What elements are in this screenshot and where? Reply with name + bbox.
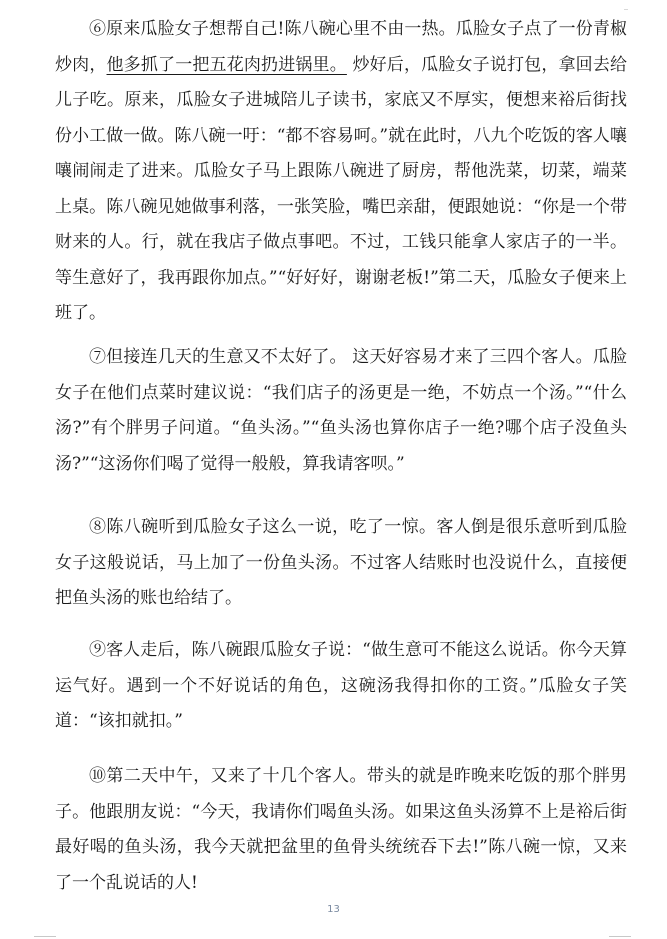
paragraph-6 bbox=[55, 12, 627, 332]
corner-crop-mark-top-right bbox=[624, 9, 628, 10]
paragraph-6-text-after: 炒好后，瓜脸女子说打包，拿回去给儿子吃。原来，瓜脸女子进城陪儿子读书，家底又不厚实，便想来裕后街找份小工做一做。陈八碗一吁：“都不容易呵。”就在此时，八九个吃饭的客人嚷嚷闹闹走了进来。瓜脸女子马上跟陈八碗进了厨房，帮他洗菜，切菜，端菜上桌。陈八碗见她做事利落，一张笑脸，嘴巴亲甜，便跟她说：“你是一个带财来的人。行，就在我店子做点事吧。不过，工钱只能拿人家店子的一半。等生意好了，我再跟你加点。”“好好好，谢谢老板!”第二天，瓜脸女子便来上班了。 bbox=[55, 54, 628, 323]
corner-crop-mark-bottom-right bbox=[609, 936, 631, 937]
paragraph-6-text-before: ⑥原来瓜脸女子想帮自己!陈八碗心里不由一热。瓜脸女子点了一份青椒炒肉， bbox=[55, 19, 627, 75]
paragraph-6-underlined-sentence: 他多抓了一把五花肉扔进锅里。 bbox=[106, 54, 347, 75]
paragraph-9: ⑨客人走后，陈八碗跟瓜脸女子说：“做生意可不能这么说话。你今天算运气好。遇到一个不好说话的角色，这碗汤我得扣你的工资。”瓜脸女子笑道：“该扣就扣。” bbox=[55, 640, 627, 731]
paragraph-8: ⑧陈八碗听到瓜脸女子这么一说，吃了一惊。客人倒是很乐意听到瓜脸女子这般说话，马上加了一份鱼头汤。不过客人结账时也没说什么，直接便把鱼头汤的账也给结了。 bbox=[55, 517, 627, 608]
page-number: 13 bbox=[327, 904, 340, 915]
paragraph-7: ⑦但接连几天的生意又不太好了。 这天好容易才来了三四个客人。瓜脸女子在他们点菜时建议说：“我们店子的汤更是一绝，不妨点一个汤。”“什么汤?”有个胖男子问道。“鱼头汤。”“鱼头汤也算你店子一绝?哪个店子没鱼头汤?”“这汤你们喝了觉得一般般，算我请客呗。” bbox=[55, 347, 627, 474]
paragraph-10: ⑩第二天中午，又来了十几个客人。带头的就是昨晚来吃饭的那个胖男子。他跟朋友说：“今天，我请你们喝鱼头汤。如果这鱼头汤算不上是裕后街最好喝的鱼头汤，我今天就把盆里的鱼骨头统统吞下去!”陈八碗一惊，又来了一个乱说话的人! bbox=[55, 766, 627, 893]
corner-crop-mark-bottom-left bbox=[34, 936, 56, 937]
